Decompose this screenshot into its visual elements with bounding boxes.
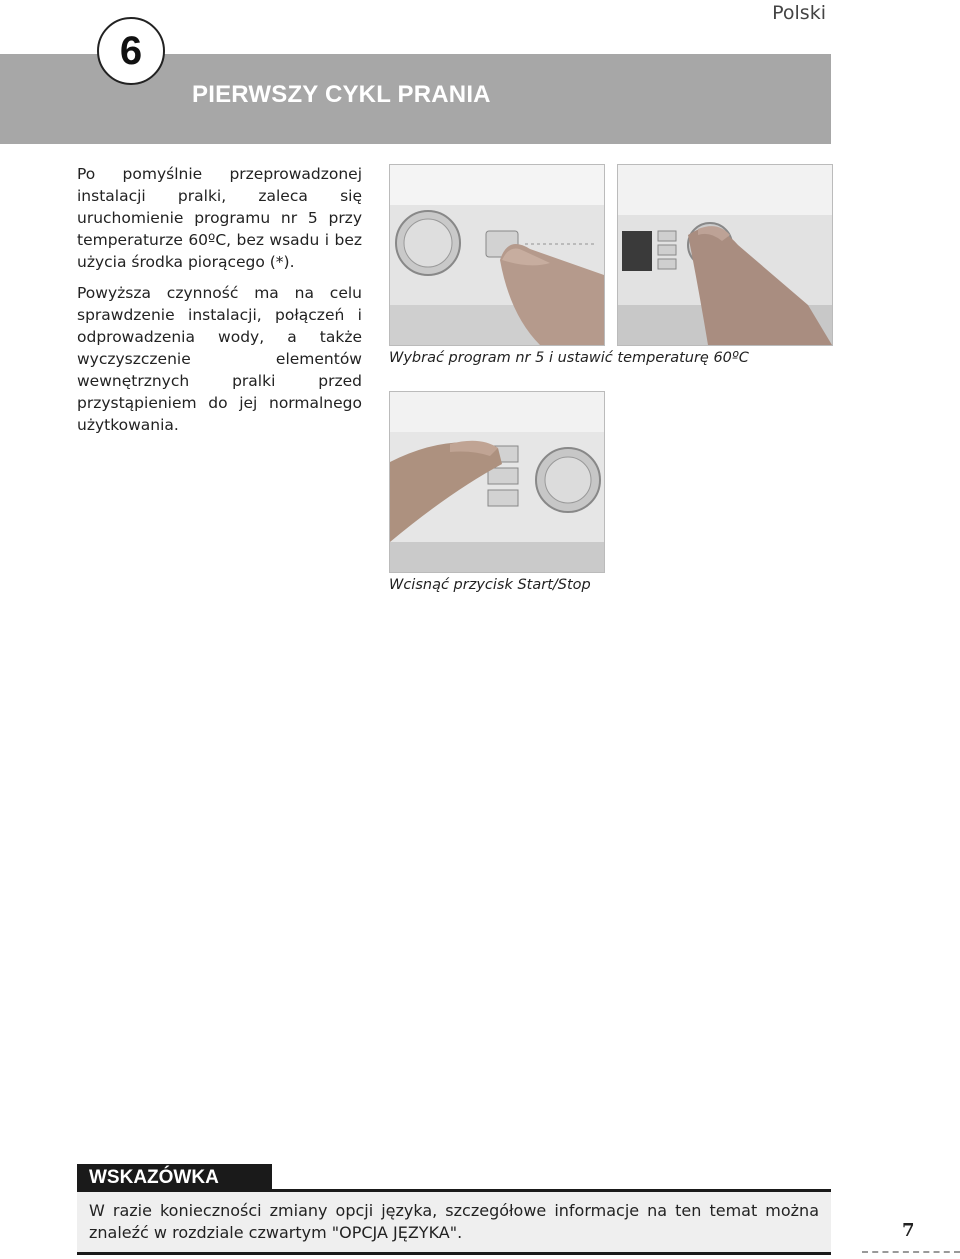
figure-caption-select-program: Wybrać program nr 5 i ustawić temperaturę 60ºC xyxy=(389,350,749,366)
footer-divider xyxy=(862,1251,960,1253)
chapter-number-badge: 6 xyxy=(97,17,165,85)
figure-caption-start-stop: Wcisnąć przycisk Start/Stop xyxy=(389,577,591,593)
note-label: WSKAZÓWKA xyxy=(77,1164,272,1190)
note-text: W razie konieczności zmiany opcji języka, szczegółowe informacje na ten temat można znaleźć w rozdziale czwartym "OPCJA JĘZYKA". xyxy=(89,1201,819,1242)
purpose-paragraph: Powyższa czynność ma na celu sprawdzenie instalacji, połączeń i odprowadzenia wody, a także wyczyszczenie elementów wewnętrznych pralki przed przystąpieniem do jej normalnego użytkowania. xyxy=(77,284,362,434)
page-number: 7 xyxy=(902,1220,915,1241)
note-box xyxy=(77,1189,831,1255)
language-label: Polski xyxy=(772,2,826,24)
photo-set-temperature xyxy=(617,164,833,346)
intro-paragraph: Po pomyślnie przeprowadzonej instalacji pralki, zaleca się uruchomienie programu nr 5 przy temperaturze 60ºC, bez wsadu i bez użycia środka piorącego (*). xyxy=(77,165,362,271)
photo-select-program xyxy=(389,164,605,346)
chapter-title: PIERWSZY CYKL PRANIA xyxy=(192,81,491,108)
photo-press-start-stop xyxy=(389,391,605,573)
